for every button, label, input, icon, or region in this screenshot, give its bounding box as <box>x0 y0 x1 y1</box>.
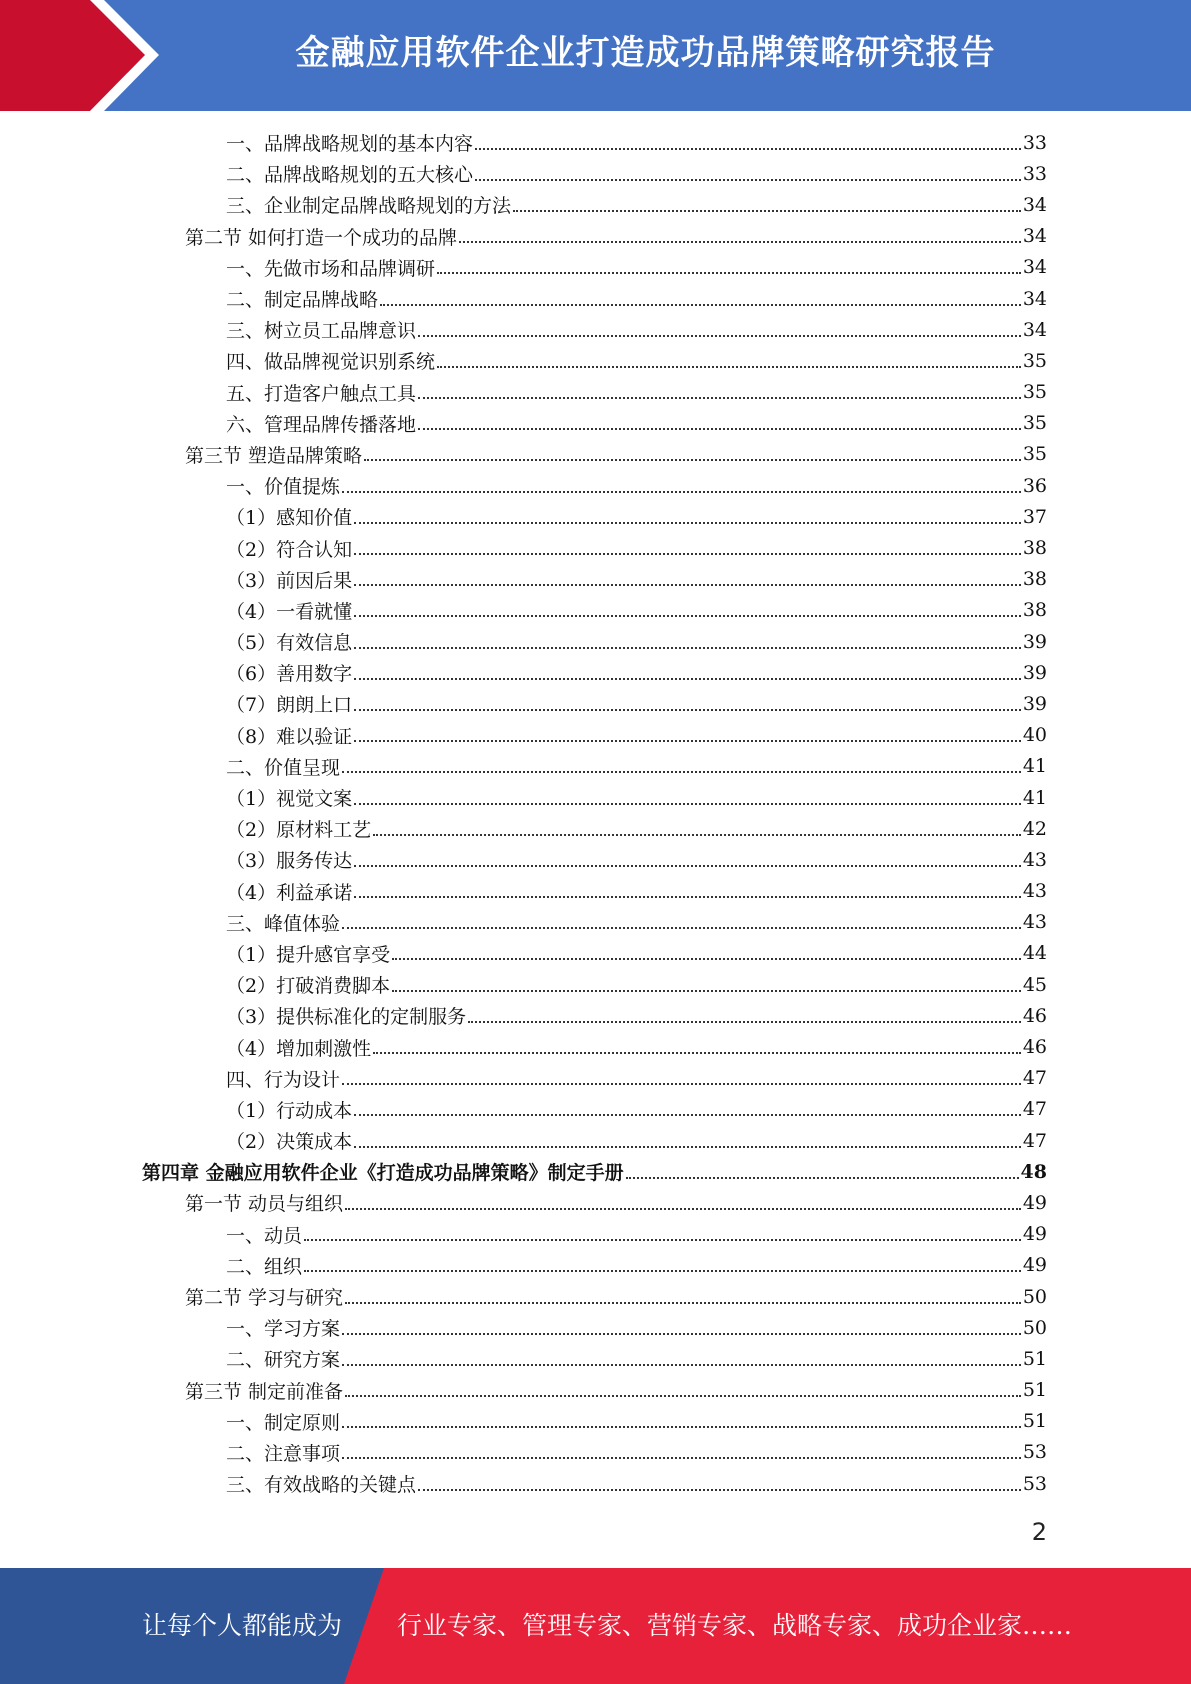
toc-dot-leader <box>373 1052 1021 1054</box>
toc-entry-page: 39 <box>1022 692 1047 715</box>
toc-dot-leader <box>418 397 1021 399</box>
toc-entry-page: 36 <box>1022 474 1047 497</box>
toc-entry-title: 三、有效战略的关键点 <box>226 1474 417 1497</box>
toc-entry-page: 38 <box>1022 537 1047 560</box>
toc-entry-title: 第二节 学习与研究 <box>185 1287 344 1310</box>
toc-entry-title: 三、树立员工品牌意识 <box>226 320 417 343</box>
toc-dot-leader <box>354 865 1021 867</box>
toc-entry-title: （2）符合认知 <box>226 538 353 561</box>
toc-entry-page: 41 <box>1022 755 1047 778</box>
toc-entry-page: 48 <box>1020 1160 1047 1183</box>
toc-entry-page: 43 <box>1022 911 1047 934</box>
toc-entry-page: 37 <box>1022 505 1047 528</box>
toc-entry-page: 34 <box>1022 256 1047 279</box>
toc-dot-leader <box>392 958 1021 960</box>
toc-dot-leader <box>342 1083 1021 1085</box>
page-number: 2 <box>1031 1518 1047 1546</box>
toc-entry-title: （1）行动成本 <box>226 1099 353 1122</box>
toc-dot-leader <box>304 1270 1021 1272</box>
toc-entry[interactable] <box>0 720 1191 751</box>
toc-entry-page: 50 <box>1022 1285 1047 1308</box>
toc-entry[interactable] <box>0 1343 1191 1374</box>
toc-dot-leader <box>392 990 1021 992</box>
toc-entry-page: 39 <box>1022 630 1047 653</box>
toc-entry[interactable] <box>0 1000 1191 1031</box>
toc-entry[interactable] <box>0 1281 1191 1312</box>
toc-entry-page: 46 <box>1022 1004 1047 1027</box>
toc-entry[interactable] <box>0 688 1191 719</box>
toc-dot-leader <box>475 179 1021 181</box>
toc-entry[interactable] <box>0 907 1191 938</box>
page-footer <box>0 1568 1191 1684</box>
footer-slogan-left: 让每个人都能成为 <box>142 1611 343 1640</box>
toc-entry[interactable] <box>0 1125 1191 1156</box>
toc-entry-page: 38 <box>1022 599 1047 622</box>
toc-entry[interactable] <box>0 314 1191 345</box>
toc-entry-title: （4）一看就懂 <box>226 600 353 623</box>
toc-entry-title: （4）增加刺激性 <box>226 1037 372 1060</box>
toc-entry-page: 35 <box>1022 443 1047 466</box>
toc-entry-page: 43 <box>1022 880 1047 903</box>
toc-entry-page: 34 <box>1022 318 1047 341</box>
toc-entry-page: 49 <box>1022 1191 1047 1214</box>
toc-dot-leader <box>354 522 1021 524</box>
toc-entry[interactable] <box>0 1187 1191 1218</box>
toc-entry-page: 44 <box>1022 942 1047 965</box>
toc-dot-leader <box>468 1021 1021 1023</box>
toc-entry-title: （1）提升感官享受 <box>226 943 391 966</box>
toc-entry-page: 51 <box>1022 1410 1047 1433</box>
toc-entry[interactable] <box>0 1094 1191 1125</box>
toc-dot-leader <box>475 148 1021 150</box>
toc-entry-title: 第四章 金融应用软件企业《打造成功品牌策略》制定手册 <box>142 1162 624 1185</box>
toc-entry-title: 二、组织 <box>226 1255 303 1278</box>
footer-slogan-right: 行业专家、管理专家、营销专家、战略专家、成功企业家…… <box>397 1611 1073 1640</box>
toc-dot-leader <box>354 584 1021 586</box>
toc-dot-leader <box>354 709 1021 711</box>
toc-entry-title: 一、品牌战略规划的基本内容 <box>226 133 474 156</box>
toc-dot-leader <box>354 647 1021 649</box>
toc-entry-title: 一、动员 <box>226 1224 303 1247</box>
toc-entry-page: 46 <box>1022 1036 1047 1059</box>
toc-entry[interactable] <box>0 470 1191 501</box>
toc-dot-leader <box>418 428 1021 430</box>
toc-entry-title: （7）朗朗上口 <box>226 694 353 717</box>
toc-entry-title: 二、研究方案 <box>226 1349 341 1372</box>
toc-entry[interactable] <box>0 844 1191 875</box>
toc-entry-title: 二、价值呈现 <box>226 756 341 779</box>
toc-entry[interactable] <box>0 1312 1191 1343</box>
toc-entry[interactable] <box>0 501 1191 532</box>
toc-entry[interactable] <box>0 813 1191 844</box>
toc-entry-page: 33 <box>1022 162 1047 185</box>
toc-entry-title: 五、打造客户触点工具 <box>226 382 417 405</box>
toc-dot-leader <box>342 491 1021 493</box>
toc-entry[interactable] <box>0 1437 1191 1468</box>
toc-dot-leader <box>354 1114 1021 1116</box>
toc-entry[interactable] <box>0 439 1191 470</box>
toc-dot-leader <box>342 1333 1021 1335</box>
toc-entry-title: （8）难以验证 <box>226 725 353 748</box>
toc-entry-page: 51 <box>1022 1347 1047 1370</box>
toc-entry-title: （5）有效信息 <box>226 632 353 655</box>
toc-entry-title: 一、价值提炼 <box>226 476 341 499</box>
toc-entry[interactable] <box>0 626 1191 657</box>
toc-entry-title: （6）善用数字 <box>226 663 353 686</box>
toc-entry[interactable] <box>0 408 1191 439</box>
toc-entry-title: 三、峰值体验 <box>226 912 341 935</box>
toc-entry-page: 49 <box>1022 1223 1047 1246</box>
toc-entry[interactable] <box>0 1156 1191 1187</box>
toc-entry[interactable] <box>0 189 1191 220</box>
toc-entry[interactable] <box>0 1468 1191 1499</box>
toc-entry[interactable] <box>0 283 1191 314</box>
page-header <box>0 0 1191 111</box>
toc-entry[interactable] <box>0 657 1191 688</box>
toc-entry[interactable] <box>0 127 1191 158</box>
toc-entry-page: 35 <box>1022 349 1047 372</box>
toc-entry[interactable] <box>0 751 1191 782</box>
toc-entry[interactable] <box>0 938 1191 969</box>
toc-dot-leader <box>354 615 1021 617</box>
toc-entry[interactable] <box>0 252 1191 283</box>
toc-entry-page: 41 <box>1022 786 1047 809</box>
toc-entry-title: （4）利益承诺 <box>226 881 353 904</box>
toc-entry-title: （2）打破消费脚本 <box>226 975 391 998</box>
toc-entry-title: （2）原材料工艺 <box>226 819 372 842</box>
toc-entry-page: 33 <box>1022 131 1047 154</box>
toc-entry-page: 34 <box>1022 287 1047 310</box>
toc-entry-title: 二、制定品牌战略 <box>226 289 379 312</box>
toc-entry-page: 51 <box>1022 1379 1047 1402</box>
toc-entry-title: 二、注意事项 <box>226 1442 341 1465</box>
toc-entry-title: 一、制定原则 <box>226 1411 341 1434</box>
toc-dot-leader <box>437 272 1021 274</box>
toc-entry-page: 34 <box>1022 193 1047 216</box>
toc-entry[interactable] <box>0 564 1191 595</box>
toc-entry-title: 一、先做市场和品牌调研 <box>226 257 436 280</box>
toc-entry[interactable] <box>0 158 1191 189</box>
toc-entry[interactable] <box>0 1406 1191 1437</box>
toc-entry-page: 35 <box>1022 412 1047 435</box>
toc-entry-page: 50 <box>1022 1316 1047 1339</box>
toc-entry[interactable] <box>0 345 1191 376</box>
toc-dot-leader <box>345 1395 1021 1397</box>
toc-entry[interactable] <box>0 1031 1191 1062</box>
toc-dot-leader <box>342 927 1021 929</box>
toc-dot-leader <box>626 1177 1019 1179</box>
toc-dot-leader <box>345 1208 1021 1210</box>
toc-entry-title: 四、做品牌视觉识别系统 <box>226 351 436 374</box>
toc-entry-page: 47 <box>1022 1129 1047 1152</box>
toc-dot-leader <box>342 771 1021 773</box>
toc-entry[interactable] <box>0 969 1191 1000</box>
toc-entry-title: 第三节 塑造品牌策略 <box>185 444 363 467</box>
table-of-contents <box>0 127 1191 1499</box>
toc-entry-page: 35 <box>1022 381 1047 404</box>
toc-entry[interactable] <box>0 377 1191 408</box>
toc-entry[interactable] <box>0 782 1191 813</box>
header-red-arrow-shape <box>0 0 160 111</box>
toc-entry-title: （3）前因后果 <box>226 569 353 592</box>
toc-entry[interactable] <box>0 1250 1191 1281</box>
toc-dot-leader <box>354 740 1021 742</box>
toc-entry-title: 二、品牌战略规划的五大核心 <box>226 164 474 187</box>
toc-entry-page: 39 <box>1022 661 1047 684</box>
toc-entry-title: （1）感知价值 <box>226 507 353 530</box>
toc-entry-page: 49 <box>1022 1254 1047 1277</box>
toc-entry-page: 34 <box>1022 225 1047 248</box>
toc-dot-leader <box>354 1146 1021 1148</box>
report-title: 金融应用软件企业打造成功品牌策略研究报告 <box>295 33 996 73</box>
toc-dot-leader <box>342 1426 1021 1428</box>
toc-dot-leader <box>354 803 1021 805</box>
toc-entry-page: 47 <box>1022 1098 1047 1121</box>
toc-entry[interactable] <box>0 221 1191 252</box>
toc-entry-title: 第二节 如何打造一个成功的品牌 <box>185 226 458 249</box>
toc-dot-leader <box>342 1364 1021 1366</box>
toc-entry-page: 42 <box>1022 817 1047 840</box>
toc-entry[interactable] <box>0 595 1191 626</box>
toc-dot-leader <box>459 241 1021 243</box>
toc-entry-page: 53 <box>1022 1441 1047 1464</box>
toc-entry[interactable] <box>0 876 1191 907</box>
toc-dot-leader <box>354 896 1021 898</box>
toc-dot-leader <box>364 459 1021 461</box>
toc-dot-leader <box>345 1302 1021 1304</box>
toc-entry-title: 四、行为设计 <box>226 1068 341 1091</box>
toc-dot-leader <box>354 678 1021 680</box>
toc-entry-page: 43 <box>1022 848 1047 871</box>
toc-entry-page: 38 <box>1022 568 1047 591</box>
toc-dot-leader <box>437 366 1021 368</box>
toc-entry[interactable] <box>0 1063 1191 1094</box>
toc-entry-page: 53 <box>1022 1472 1047 1495</box>
toc-entry-page: 47 <box>1022 1067 1047 1090</box>
toc-dot-leader <box>513 210 1021 212</box>
toc-dot-leader <box>380 304 1021 306</box>
toc-entry[interactable] <box>0 532 1191 563</box>
toc-entry-title: 六、管理品牌传播落地 <box>226 413 417 436</box>
toc-dot-leader <box>354 553 1021 555</box>
toc-dot-leader <box>373 834 1021 836</box>
toc-entry[interactable] <box>0 1219 1191 1250</box>
toc-entry-title: 第一节 动员与组织 <box>185 1193 344 1216</box>
toc-dot-leader <box>418 335 1021 337</box>
toc-entry-title: （3）服务传达 <box>226 850 353 873</box>
toc-entry-page: 40 <box>1022 724 1047 747</box>
toc-dot-leader <box>304 1239 1021 1241</box>
toc-entry-title: 一、学习方案 <box>226 1318 341 1341</box>
toc-dot-leader <box>418 1489 1021 1491</box>
toc-dot-leader <box>342 1457 1021 1459</box>
toc-entry-title: 第三节 制定前准备 <box>185 1380 344 1403</box>
toc-entry-title: （1）视觉文案 <box>226 788 353 811</box>
toc-entry[interactable] <box>0 1375 1191 1406</box>
toc-entry-title: 三、企业制定品牌战略规划的方法 <box>226 195 512 218</box>
toc-entry-title: （3）提供标准化的定制服务 <box>226 1006 467 1029</box>
toc-entry-page: 45 <box>1022 973 1047 996</box>
toc-entry-title: （2）决策成本 <box>226 1131 353 1154</box>
